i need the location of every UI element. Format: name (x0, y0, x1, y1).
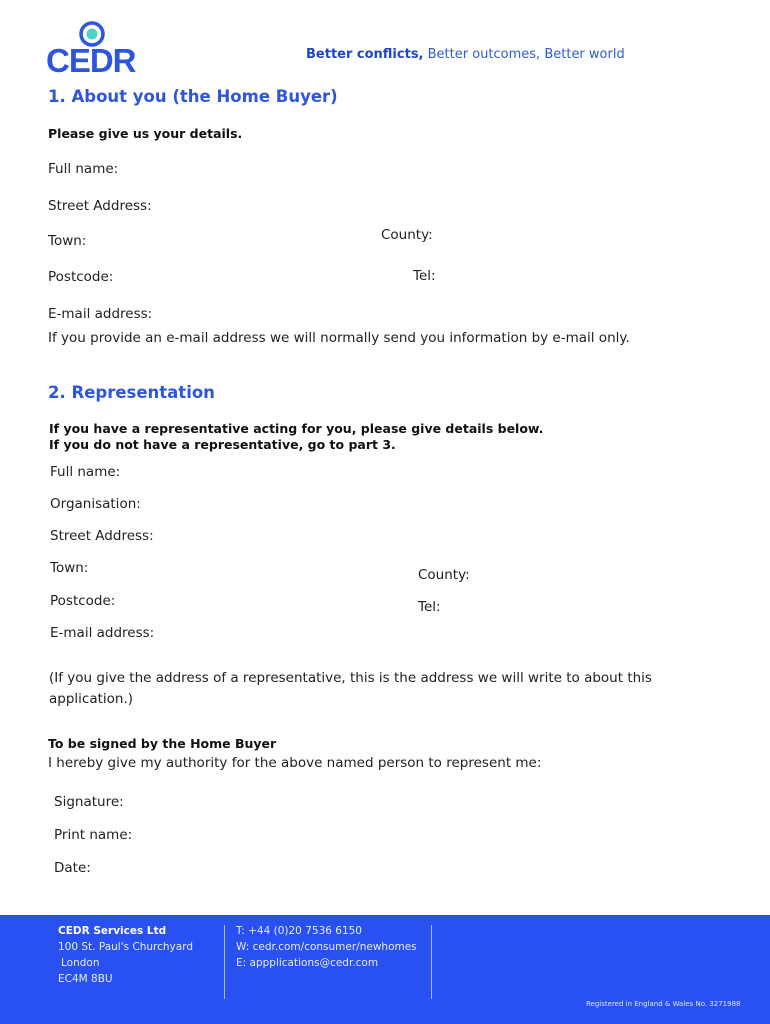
rep-address-note: (If you give the address of a representative, this is the address we will write to about this application.) (49, 670, 652, 707)
cedr-logo (44, 20, 139, 76)
buyer-town-label: Town: (48, 233, 87, 249)
section-2-subtitle-2: If you do not have a representative, go to part 3. (49, 437, 396, 452)
print-name-label: Print name: (54, 827, 133, 843)
footer-divider-1 (224, 925, 225, 999)
tagline-part-3: Better world (544, 47, 625, 62)
section-1-title: 1. About you (the Home Buyer) (48, 87, 338, 106)
rep-tel-label: Tel: (418, 599, 441, 615)
rep-county-label: County: (418, 567, 470, 583)
footer-address (58, 923, 193, 987)
rep-email-label: E-mail address: (50, 625, 155, 641)
svg-text:CEDR: CEDR (46, 42, 136, 76)
footer-address-line-2: London (61, 957, 100, 969)
buyer-email-label: E-mail address: (48, 306, 153, 322)
buyer-street-label: Street Address: (48, 198, 152, 214)
footer-divider-2 (431, 925, 432, 999)
authority-statement: I hereby give my authority for the above named person to represent me: (48, 755, 542, 771)
footer-registration: Registered in England & Wales No. 3271988 (586, 1000, 741, 1008)
tagline-part-2: Better outcomes, (427, 47, 541, 62)
buyer-tel-label: Tel: (413, 268, 436, 284)
buyer-email-note: If you provide an e-mail address we will normally send you information by e-mail only. (48, 330, 630, 346)
section-1-subtitle: Please give us your details. (48, 126, 243, 141)
footer-company: CEDR Services Ltd (58, 925, 167, 937)
signature-label: Signature: (54, 794, 124, 810)
buyer-postcode-label: Postcode: (48, 269, 114, 285)
footer-address-line-3: EC4M 8BU (58, 973, 113, 985)
footer-contact (236, 923, 417, 971)
date-label: Date: (54, 860, 91, 876)
buyer-full-name-label: Full name: (48, 161, 119, 177)
footer-phone: T: +44 (0)20 7536 6150 (236, 925, 362, 937)
signature-heading: To be signed by the Home Buyer (48, 736, 277, 751)
rep-postcode-label: Postcode: (50, 593, 116, 609)
section-2-subtitle-1: If you have a representative acting for you, please give details below. (49, 421, 544, 436)
rep-town-label: Town: (50, 560, 89, 576)
tagline (306, 47, 625, 62)
footer (0, 915, 770, 1024)
footer-web[interactable]: W: cedr.com/consumer/newhomes (236, 941, 417, 953)
rep-street-label: Street Address: (50, 528, 154, 544)
footer-address-line-1: 100 St. Paul's Churchyard (58, 941, 193, 953)
tagline-part-1: Better conflicts, (306, 47, 424, 62)
buyer-county-label: County: (381, 227, 433, 243)
section-2-title: 2. Representation (48, 383, 215, 402)
footer-email[interactable]: E: appplications@cedr.com (236, 957, 379, 969)
rep-organisation-label: Organisation: (50, 496, 141, 512)
rep-full-name-label: Full name: (50, 464, 121, 480)
